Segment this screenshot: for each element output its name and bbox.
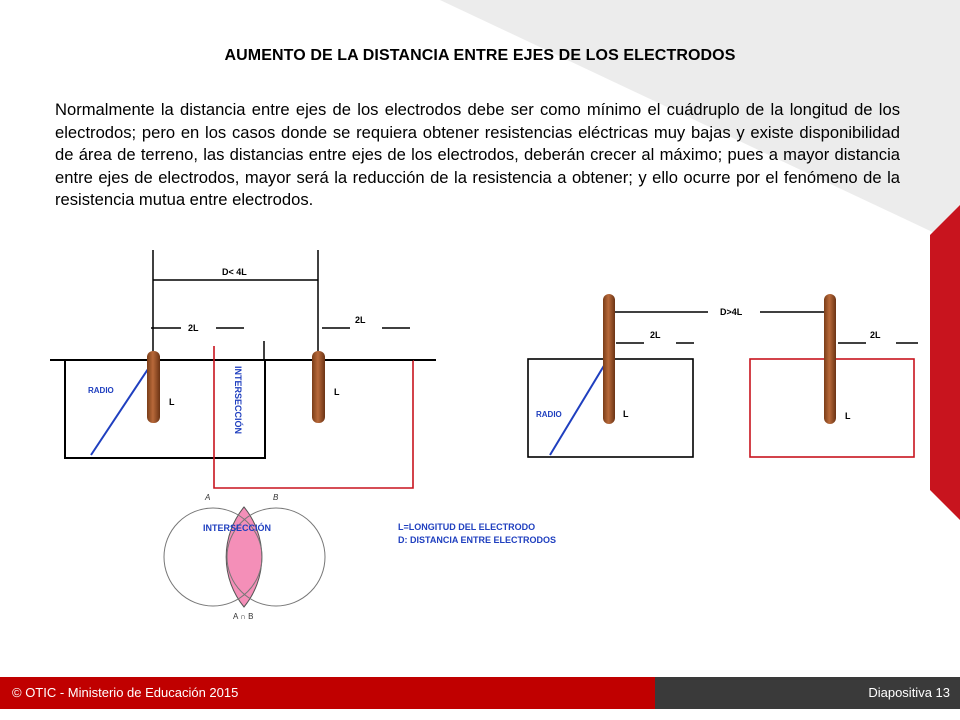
footer-right-panel — [655, 677, 960, 709]
spacing-label-left-1: 2L — [188, 323, 199, 333]
venn-label-a: A — [205, 493, 211, 502]
footer-bar — [0, 677, 960, 709]
spacing-label-left-2: 2L — [355, 315, 366, 325]
venn-bottom-label: A ∩ B — [233, 612, 254, 621]
footer-copyright: © OTIC - Ministerio de Educación 2015 — [12, 685, 239, 700]
length-label-left-1: L — [169, 397, 175, 407]
intersection-label-vertical: INTERSECCIÓN — [233, 366, 243, 435]
electrode-diagram — [48, 246, 930, 674]
radius-line-left — [91, 360, 154, 455]
venn-intersection — [226, 507, 262, 607]
length-label-right-2: L — [845, 411, 851, 421]
spacing-label-right-1: 2L — [650, 330, 661, 340]
electrode-figure — [48, 246, 930, 674]
radius-label-left: RADIO — [88, 386, 114, 395]
right-diagram — [528, 294, 918, 457]
distance-label-left: D< 4L — [222, 267, 247, 277]
legend-line-2: D: DISTANCIA ENTRE ELECTRODOS — [398, 535, 557, 545]
venn-intersection-label: INTERSECCIÓN — [203, 523, 272, 533]
radius-line-right — [550, 359, 608, 455]
electrode-right-2 — [824, 294, 836, 424]
spacing-label-right-2: 2L — [870, 330, 881, 340]
slide-title: AUMENTO DE LA DISTANCIA ENTRE EJES DE LOS ELECTRODOS — [224, 47, 736, 64]
slide-number: Diapositiva 13 — [868, 685, 950, 700]
legend-line-1: L=LONGITUD DEL ELECTRODO — [398, 522, 536, 532]
venn-label-b: B — [273, 493, 279, 502]
slide-body-text: Normalmente la distancia entre ejes de los electrodos debe ser como mínimo el cuádruplo de la longitud de los electrodos; pero en los casos donde se requiera obtener resistencias eléctricas muy bajas y existe disponibilidad de área de terreno, las distancias entre ejes de los electrodos, deberán crecer al máximo; pues a mayor distancia entre ejes de electrodos, mayor será la reducción de la resistencia a obtener; y ello ocurre por el fenómeno de la resistencia mutua entre electrodos. — [55, 100, 900, 209]
left-diagram — [50, 250, 436, 488]
radius-label-right: RADIO — [536, 410, 562, 419]
electrode-left-1 — [147, 351, 160, 423]
length-label-left-2: L — [334, 387, 340, 397]
length-label-right-1: L — [623, 409, 629, 419]
venn-diagram — [164, 493, 325, 621]
electrode-left-2 — [312, 351, 325, 423]
electrode-right-1 — [603, 294, 615, 424]
distance-label-right: D>4L — [720, 307, 743, 317]
legend — [398, 522, 556, 545]
